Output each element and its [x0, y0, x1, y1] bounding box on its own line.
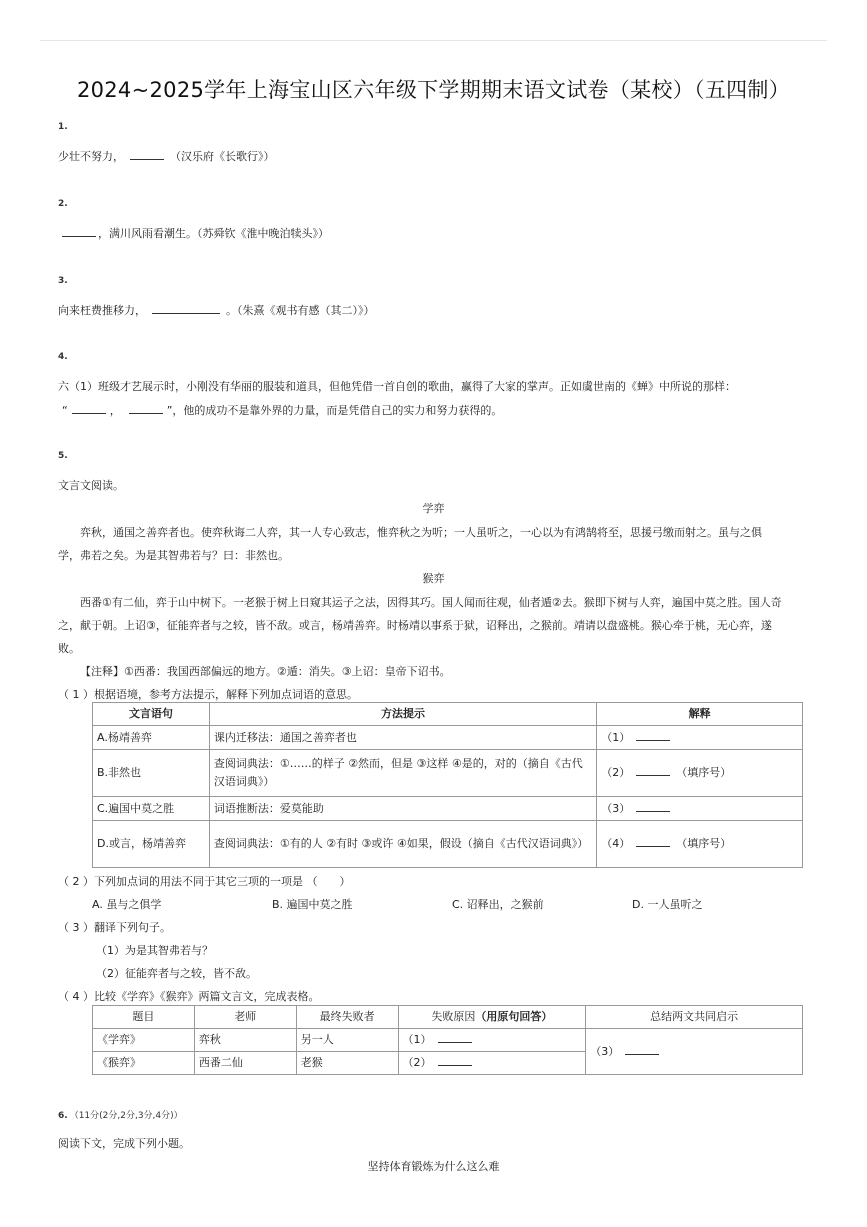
table-cell: 另一人: [296, 1029, 398, 1052]
column-header: 老师: [194, 1006, 296, 1029]
column-header: 文言语句: [93, 703, 210, 726]
option-c[interactable]: C. 诏释出，之猴前: [452, 898, 544, 911]
passage-line: 弈秋，通国之善弈者也。使弈秋诲二人弈，其一人专心致志，惟弈秋之为听；一人虽听之，一心以为有鸿鹄将至，思援弓缴而射之。虽与之俱: [80, 526, 762, 539]
option-b[interactable]: B. 遍国中莫之胜: [272, 898, 353, 911]
passage-line: 西番①有二仙，弈于山中树下。一老猴于树上日窥其运子之法，因得其巧。国人闻而往观，仙者遁②去。猴即下树与人弈，遍国中莫之胜。国人奇: [80, 596, 782, 609]
table-cell: C.遍国中莫之胜: [93, 797, 210, 821]
table-cell: B.非然也: [93, 750, 210, 797]
passage-title: 坚持体育锻炼为什么这么难: [367, 1160, 500, 1173]
section-intro: 阅读下文，完成下列小题。: [58, 1137, 190, 1150]
question-source: （汉乐府《长歌行》）: [170, 150, 275, 163]
table-row: [93, 1029, 803, 1052]
answer-cell: [597, 821, 803, 868]
answer-label: （2）: [402, 1056, 432, 1069]
answer-label: （1）: [402, 1033, 432, 1046]
annotation-note: 【注释】①西番：我国西部偏远的地方。②遁：消失。③上诏：皇帝下诏书。: [80, 665, 451, 678]
answer-cell: [597, 750, 803, 797]
comma: ，: [109, 404, 121, 417]
option-d[interactable]: D. 一人虽听之: [632, 898, 703, 911]
column-header: 题目: [93, 1006, 195, 1029]
question-text: 向来枉费推移力，: [58, 304, 146, 317]
answer-blank[interactable]: [438, 1032, 472, 1043]
column-header: 总结两文共同启示: [586, 1006, 803, 1029]
score-note: （11分(2分,2分,3分,4分)）: [69, 1111, 183, 1121]
answer-blank[interactable]: [636, 765, 670, 776]
passage-title: 学弈: [422, 502, 445, 515]
passage-line: 之，献于朝。上诏③，征能弈者与之较，皆不敌。或言，杨靖善弈。时杨靖以事系于狱，诏释出，之猴前。靖请以盘盛桃。猴心牵于桃，无心弈，遂: [58, 619, 772, 632]
sub-question-2: （ 2 ）下列加点词的用法不同于其它三项的一项是 （ ）: [58, 875, 351, 888]
option-a[interactable]: A. 虽与之俱学: [92, 898, 162, 911]
sub-question-1: （ 1 ）根据语境，参考方法提示，解释下列加点词语的意思。: [58, 688, 358, 701]
table-row: [93, 821, 803, 868]
table-cell: 课内迁移法：通国之善弈者也: [209, 726, 596, 750]
question-4-line-2: [62, 402, 502, 418]
sub-question-4: （ 4 ）比较《学弈》《猴弈》两篇文言文，完成表格。: [58, 990, 320, 1003]
answer-hint: （填序号）: [676, 766, 732, 779]
passage-title: 猴弈: [422, 572, 445, 585]
answer-label: （4）: [601, 837, 631, 850]
answer-label: （3）: [590, 1044, 620, 1058]
answer-blank[interactable]: [636, 836, 670, 847]
column-header: 解释: [597, 703, 803, 726]
table-cell: 《学弈》: [93, 1029, 195, 1052]
question-2: [58, 225, 329, 241]
translate-item: （1）为是其智弗若与？: [96, 944, 213, 957]
question-4-line-1: 六（1）班级才艺展示时，小刚没有华丽的服装和道具，但他凭借一首自创的歌曲，赢得了大家的掌声。正如虞世南的《蝉》中所说的那样：: [58, 380, 736, 393]
answer-blank[interactable]: [636, 801, 670, 812]
answer-blank[interactable]: [130, 149, 164, 160]
answer-cell: [597, 797, 803, 821]
question-6-header: [58, 1108, 183, 1121]
answer-blank[interactable]: [62, 226, 96, 237]
question-number: 2.: [58, 199, 68, 209]
table-cell: 老猴: [296, 1052, 398, 1075]
table-cell: 《猴弈》: [93, 1052, 195, 1075]
question-1: [58, 148, 275, 164]
answer-label: （1）: [601, 730, 631, 744]
answer-label: （3）: [601, 801, 631, 815]
question-3: [58, 302, 375, 318]
table-cell: A.杨靖善弈: [93, 726, 210, 750]
table-cell: 西番二仙: [194, 1052, 296, 1075]
answer-cell: [398, 1029, 586, 1052]
summary-cell: [586, 1029, 803, 1075]
answer-blank[interactable]: [636, 730, 670, 741]
section-intro: 文言文阅读。: [58, 479, 124, 492]
header-text: 失败原因: [431, 1010, 476, 1023]
table-row: [93, 750, 803, 797]
question-text: ”，他的成功不是靠外界的力量，而是凭借自己的实力和努力获得的。: [166, 404, 503, 417]
column-header: 方法提示: [209, 703, 596, 726]
header-hint: （用原句回答）: [475, 1010, 553, 1023]
table-cell: 弈秋: [194, 1029, 296, 1052]
table-cell: 词语推断法：爱莫能助: [209, 797, 596, 821]
question-number: 5.: [58, 451, 68, 461]
answer-cell: [597, 726, 803, 750]
header-divider: [40, 40, 827, 41]
question-number: 1.: [58, 122, 68, 132]
question-text: 少壮不努力，: [58, 150, 124, 163]
answer-blank[interactable]: [129, 403, 163, 414]
quote-open: “: [62, 404, 68, 417]
answer-blank[interactable]: [625, 1044, 659, 1055]
passage-line: 学，弗若之矣。为是其智弗若与？曰：非然也。: [58, 549, 289, 562]
table-row: [93, 797, 803, 821]
question-text: ，满川风雨看潮生。（苏舜钦《淮中晚泊犊头》）: [98, 227, 329, 240]
comparison-table: [92, 1005, 803, 1075]
answer-cell: [398, 1052, 586, 1075]
passage-line: 败。: [58, 642, 80, 655]
answer-label: （2）: [601, 766, 631, 779]
page-title: 2024~2025学年上海宝山区六年级下学期期末语文试卷（某校）（五四制）: [76, 78, 791, 102]
answer-blank[interactable]: [72, 403, 106, 414]
answer-blank[interactable]: [152, 303, 220, 314]
column-header: [398, 1006, 586, 1029]
table-row: [93, 726, 803, 750]
question-number: 6.: [58, 1111, 68, 1121]
translate-item: （2）征能弈者与之较，皆不敌。: [96, 967, 257, 980]
question-number: 3.: [58, 276, 68, 286]
column-header: 最终失败者: [296, 1006, 398, 1029]
answer-blank[interactable]: [438, 1055, 472, 1066]
question-source: 。（朱熹《观书有感（其二）》）: [226, 304, 375, 317]
answer-hint: （填序号）: [676, 837, 732, 850]
question-number: 4.: [58, 352, 68, 362]
table-cell: D.或言，杨靖善弈: [93, 821, 210, 868]
table-cell: 查阅词典法：①有的人 ②有时 ③或许 ④如果，假设（摘自《古代汉语词典》）: [209, 821, 596, 868]
table-cell: 查阅词典法：①……的样子 ②然而，但是 ③这样 ④是的，对的（摘自《古代汉语词典》）: [209, 750, 596, 797]
vocabulary-table: [92, 702, 803, 868]
sub-question-3: （ 3 ）翻译下列句子。: [58, 921, 171, 934]
